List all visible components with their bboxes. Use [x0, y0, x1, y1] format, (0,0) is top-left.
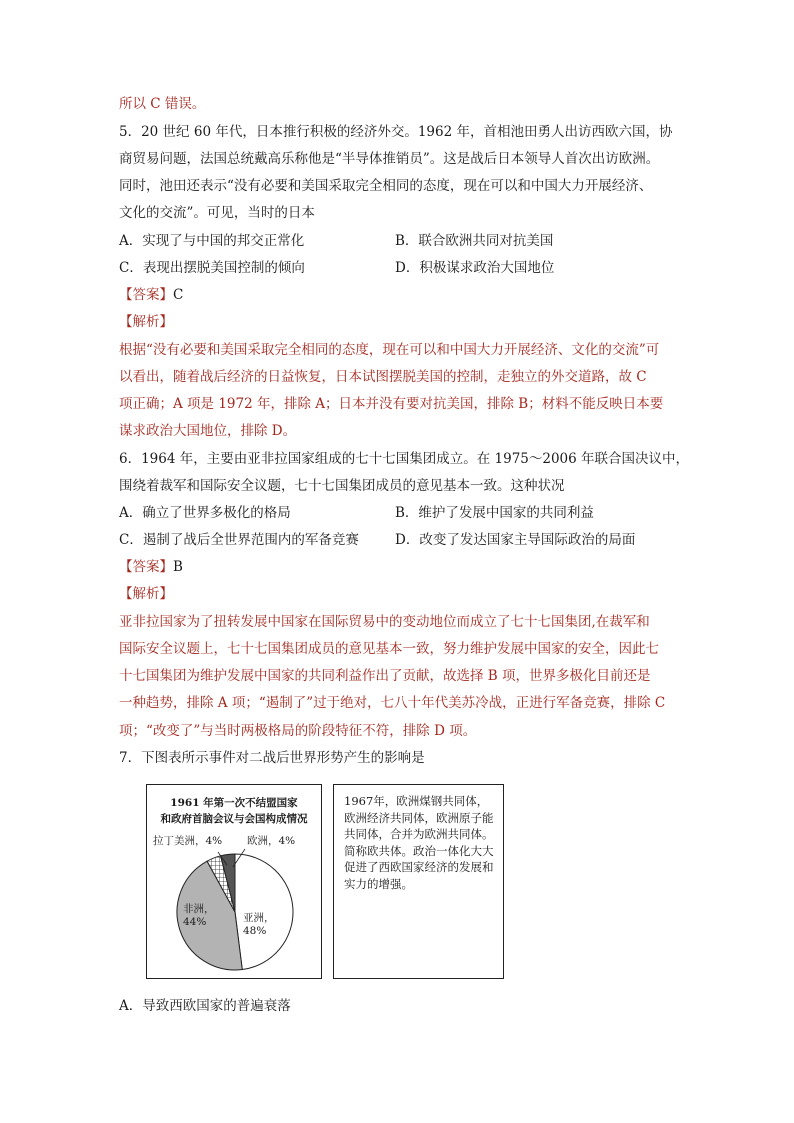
answer-label: 【答案】 — [119, 287, 173, 303]
question-5-text: 商贸易问题，法国总统戴高乐称他是“半导体推销员”。这是战后日本领导人首次出访欧洲。 — [119, 151, 660, 167]
question-6-option-c: C．遏制了战后全世界范围内的军备竞赛 — [119, 532, 359, 548]
question-5-text: 文化的交流”。可见，当时的日本 — [119, 205, 315, 221]
pie-chart-figure — [146, 784, 322, 979]
slice-label-africa: 非洲， 44% — [183, 903, 215, 928]
pie-chart — [147, 785, 320, 977]
question-5-explanation-label: 【解析】 — [119, 314, 173, 330]
question-5-option-d: D．积极谋求政治大国地位 — [395, 260, 555, 276]
question-6-explanation: 亚非拉国家为了扭转发展中国家在国际贸易中的变动地位而成立了七十七国集团,在裁军和 — [119, 614, 650, 630]
slice-label-asia: 亚洲， 48% — [243, 912, 275, 937]
chart-title: 1961 年第一次不结盟国家 — [170, 797, 298, 809]
question-5-option-c: C．表现出摆脱美国控制的倾向 — [119, 260, 305, 276]
question-5-explanation: 以看出，随着战后经济的日益恢复，日本试图摆脱美国的控制，走独立的外交道路，故 C — [119, 369, 647, 385]
answer-label: 【答案】 — [119, 559, 173, 575]
figure-text: 1967年，欧洲煤钢共同体，欧洲经济共同体，欧洲原子能共同体，合并为欧洲共同体。简称欧共体。政治一体化大大促进了西欧国家经济的发展和实力的增强。 — [344, 794, 494, 891]
question-5-explanation: 根据“没有必要和美国采取完全相同的态度，现在可以和中国大力开展经济、文化的交流”可 — [119, 342, 660, 358]
answer-value: B — [173, 559, 183, 575]
question-6-explanation: 一种趋势，排除 A 项；“遏制了”过于绝对，七八十年代美苏冷战，正进行军备竞赛，排除 C — [119, 695, 666, 711]
question-5-option-a: A．实现了与中国的邦交正常化 — [119, 233, 305, 249]
question-6-explanation: 国际安全议题上，七十七国集团成员的意见基本一致，努力维护发展中国家的安全，因此七 — [119, 641, 659, 657]
question-5-explanation: 项正确；A 项是 1972 年，排除 A；日本并没有要对抗美国，排除 B；材料不能反映日本要 — [119, 396, 664, 412]
question-7-text: 7．下图表所示事件对二战后世界形势产生的影响是 — [119, 750, 425, 766]
text-line: 所以 C 错误。 — [119, 96, 206, 112]
question-6-explanation: 十七国集团为维护发展中国家的共同利益作出了贡献，故选择 B 项，世界多极化目前还是 — [119, 668, 651, 684]
question-6-option-d: D．改变了发达国家主导国际政治的局面 — [395, 532, 636, 548]
question-6-option-a: A．确立了世界多极化的格局 — [119, 505, 291, 521]
chart-title: 和政府首脑会议与会国构成情况 — [160, 813, 308, 825]
question-5-text: 同时，池田还表示“没有必要和美国采取完全相同的态度，现在可以和中国大力开展经济、 — [119, 178, 653, 194]
question-6-explanation-label: 【解析】 — [119, 586, 173, 602]
question-7-option-a: A．导致西欧国家的普遍衰落 — [119, 998, 291, 1014]
question-6-text: 6．1964 年，主要由亚非拉国家组成的七十七国集团成立。在 1975～2006 年联合国决议中， — [119, 451, 690, 467]
question-6-answer — [119, 557, 183, 577]
question-6-text: 围绕着裁军和国际安全议题，七十七国集团成员的意见基本一致。这种状况 — [119, 478, 565, 494]
answer-value: C — [173, 287, 184, 303]
question-6-explanation: 项；“改变了”与当时两极格局的阶段特征不符，排除 D 项。 — [119, 723, 477, 739]
question-6-option-b: B．维护了发展中国家的共同利益 — [395, 505, 594, 521]
text-box-figure — [333, 784, 504, 979]
question-5-answer — [119, 285, 183, 305]
question-5-explanation: 谋求政治大国地位，排除 D。 — [119, 423, 297, 439]
slice-label-europe: 欧洲，4% — [247, 835, 296, 847]
question-5-option-b: B．联合欧洲共同对抗美国 — [395, 233, 554, 249]
slice-label-latin-america: 拉丁美洲，4% — [153, 835, 223, 847]
question-5-text: 5．20 世纪 60 年代，日本推行积极的经济外交。1962 年，首相池田勇人出访西欧六国，协 — [119, 124, 673, 140]
